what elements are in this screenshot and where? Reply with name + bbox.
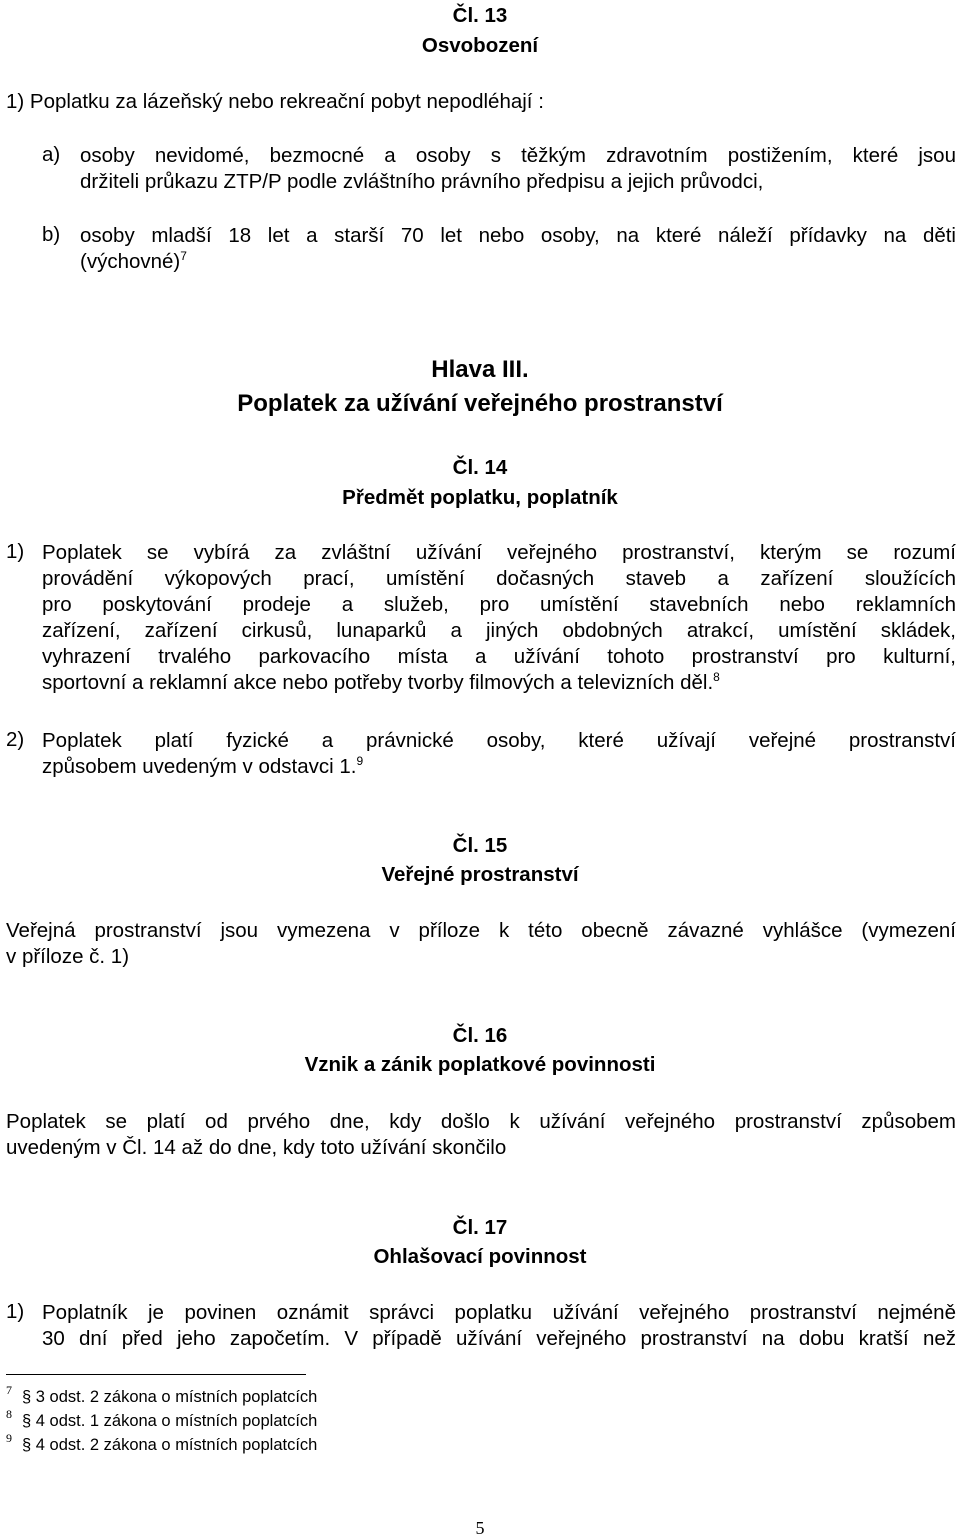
art16-paragraph [6, 1109, 956, 1161]
art13-item-b-line-1: osoby mladší 18 let a starší 70 let nebo osoby, na které náleží přídavky na děti [80, 224, 956, 247]
footnote-ref-8: 8 [713, 670, 720, 684]
art13-item-a [80, 143, 956, 195]
footnote-8 [6, 1407, 318, 1431]
art13-item-a-label: a) [42, 143, 61, 166]
art14-p1-line-1: Poplatek se vybírá za zvláštní užívání veřejného prostranství, kterým se rozumí [42, 541, 956, 564]
art17-paragraph-1 [42, 1300, 956, 1352]
page-number: 5 [475, 1518, 485, 1538]
art14-p1-line-6: sportovní a reklamní akce nebo potřeby tvorby filmových a televizních děl. [42, 671, 714, 694]
art13-item-a-line-2: držiteli průkazu ZTP/P podle zvláštního právního předpisu a jejich průvodci, [80, 170, 764, 193]
footnote-9 [6, 1431, 318, 1455]
footnote-7-number: 7 [6, 1383, 12, 1397]
art17-heading: Čl. 17 [452, 1216, 508, 1239]
art15-line-2: v příloze č. 1) [6, 945, 130, 968]
art17-p1-line-1: Poplatník je povinen oznámit správci poplatku užívání veřejného prostranství nejméně [42, 1301, 956, 1324]
art14-p2-line-1: Poplatek platí fyzické a právnické osoby, které užívají veřejné prostranství [42, 729, 956, 752]
art14-paragraph-1 [42, 540, 956, 696]
footnote-9-number: 9 [6, 1431, 12, 1445]
art15-paragraph [6, 918, 956, 970]
footnote-7-text: § 3 odst. 2 zákona o místních poplatcích [22, 1388, 318, 1406]
footnote-8-text: § 4 odst. 1 zákona o místních poplatcích [22, 1412, 318, 1430]
art17-paragraph-1-label: 1) [6, 1300, 25, 1323]
art14-p1-line-4: zařízení, zařízení cirkusů, lunaparků a jiných obdobných atrakcí, umístění skládek, [42, 619, 956, 642]
art13-item-b [80, 223, 956, 275]
art14-title: Předmět poplatku, poplatník [342, 486, 618, 509]
art13-item-b-line-2: (výchovné) [80, 250, 181, 273]
footnote-7 [6, 1383, 318, 1407]
art14-heading: Čl. 14 [452, 456, 508, 479]
footnote-separator [6, 1374, 306, 1375]
art15-title: Veřejné prostranství [381, 863, 579, 886]
art16-title: Vznik a zánik poplatkové povinnosti [304, 1053, 656, 1076]
art14-p1-line-2: provádění výkopových prací, umístění dočasných staveb a zařízení sloužících [42, 567, 956, 590]
art16-heading: Čl. 16 [452, 1024, 508, 1047]
footnote-9-text: § 4 odst. 2 zákona o místních poplatcích [22, 1436, 318, 1454]
art13-paragraph-1: 1) Poplatku za lázeňský nebo rekreační pobyt nepodléhají : [6, 90, 544, 113]
art14-paragraph-2 [42, 728, 956, 780]
art16-line-1: Poplatek se platí od prvého dne, kdy došlo k užívání veřejného prostranství způsobem [6, 1110, 956, 1133]
art14-p1-line-3: pro poskytování prodeje a služeb, pro umístění stavebních nebo reklamních [42, 593, 956, 616]
part-title: Poplatek za užívání veřejného prostranství [237, 390, 723, 417]
footnote-ref-9: 9 [356, 754, 364, 768]
art13-title: Osvobození [421, 34, 539, 57]
part-heading: Hlava III. [431, 356, 529, 383]
footnote-ref-7: 7 [180, 249, 187, 263]
art13-heading: Čl. 13 [452, 4, 508, 27]
art14-paragraph-2-label: 2) [6, 728, 25, 751]
art14-p2-line-2: způsobem uvedeným v odstavci 1. [42, 755, 357, 778]
art15-line-1: Veřejná prostranství jsou vymezena v příloze k této obecně závazné vyhlášce (vymezení [6, 919, 956, 942]
art13-item-a-line-1: osoby nevidomé, bezmocné a osoby s těžkým zdravotním postižením, které jsou [80, 144, 956, 167]
footnote-8-number: 8 [6, 1407, 12, 1421]
art17-title: Ohlašovací povinnost [373, 1245, 587, 1268]
art14-p1-line-5: vyhrazení trvalého parkovacího místa a užívání tohoto prostranství pro kulturní, [42, 645, 956, 668]
art15-heading: Čl. 15 [452, 834, 508, 857]
art13-item-b-label: b) [42, 223, 61, 246]
art16-line-2: uvedeným v Čl. 14 až do dne, kdy toto užívání skončilo [6, 1136, 507, 1159]
art17-p1-line-2: 30 dní před jeho započetím. V případě užívání veřejného prostranství na dobu kratší než [42, 1327, 956, 1350]
art14-paragraph-1-label: 1) [6, 540, 25, 563]
